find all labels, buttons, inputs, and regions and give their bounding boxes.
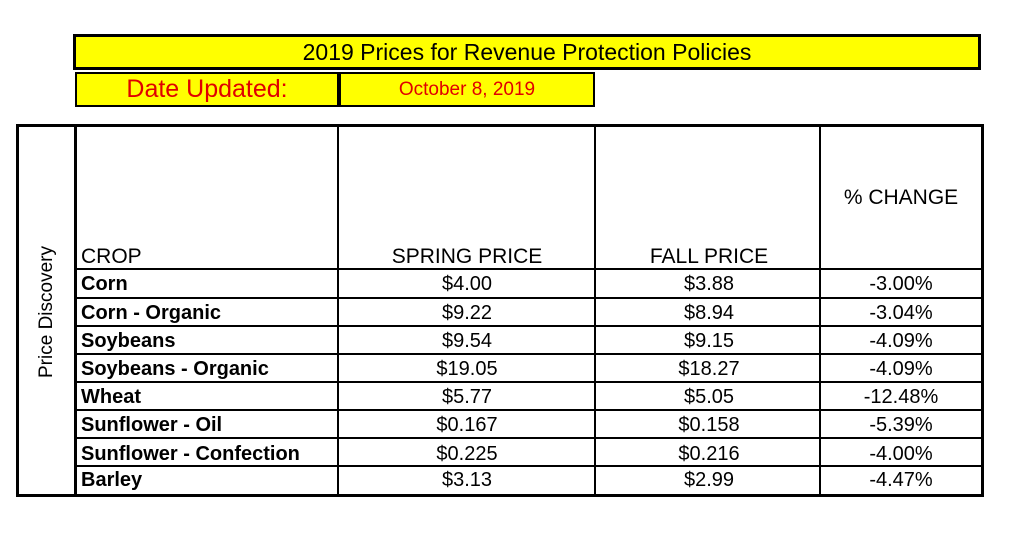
cell-change: -4.09% [869,358,933,380]
cell-fall: $5.05 [683,386,735,408]
cell-fall: $9.15 [683,330,735,352]
cell-spring: $0.167 [436,414,498,436]
price-discovery-label: Price Discovery [36,246,57,378]
cell-spring: $9.22 [441,302,493,324]
cell-change: -12.48% [863,386,939,408]
row-divider [77,353,984,355]
header-spring-price: SPRING PRICE [391,245,543,268]
cell-spring: $5.77 [441,386,493,408]
date-updated-value: October 8, 2019 [339,72,595,107]
cell-change: -3.04% [869,302,933,324]
header-crop: CROP [81,245,142,268]
cell-spring: $0.225 [436,443,498,465]
cell-crop: Soybeans - Organic [81,358,269,380]
cell-crop: Barley [81,469,143,491]
cell-spring: $19.05 [436,358,498,380]
cell-change: -4.09% [869,330,933,352]
date-updated-label: Date Updated: [75,72,339,107]
row-divider [77,268,984,270]
cell-spring: $9.54 [441,330,493,352]
cell-fall: $18.27 [678,358,740,380]
cell-crop: Sunflower - Oil [81,414,223,436]
cell-crop: Corn [81,273,128,295]
row-divider [77,325,984,327]
page-title: 2019 Prices for Revenue Protection Policies [73,34,981,70]
cell-fall: $0.216 [678,443,740,465]
header-fall-price: FALL PRICE [649,245,769,268]
cell-fall: $2.99 [683,469,735,491]
cell-spring: $3.13 [441,469,493,491]
cell-crop: Wheat [81,386,141,408]
cell-crop: Soybeans [81,330,176,352]
row-divider [77,465,984,467]
cell-change: -4.00% [869,443,933,465]
cell-change: -5.39% [869,414,933,436]
cell-fall: $0.158 [678,414,740,436]
cell-crop: Sunflower - Confection [81,443,300,465]
row-divider [77,409,984,411]
cell-spring: $4.00 [441,273,493,295]
cell-change: -4.47% [869,469,933,491]
cell-fall: $8.94 [683,302,735,324]
cell-fall: $3.88 [683,273,735,295]
row-divider [77,297,984,299]
cell-crop: Corn - Organic [81,302,222,324]
cell-change: -3.00% [869,273,933,295]
row-divider [77,437,984,439]
header-percent-change: % CHANGE [843,186,959,209]
row-divider [77,381,984,383]
